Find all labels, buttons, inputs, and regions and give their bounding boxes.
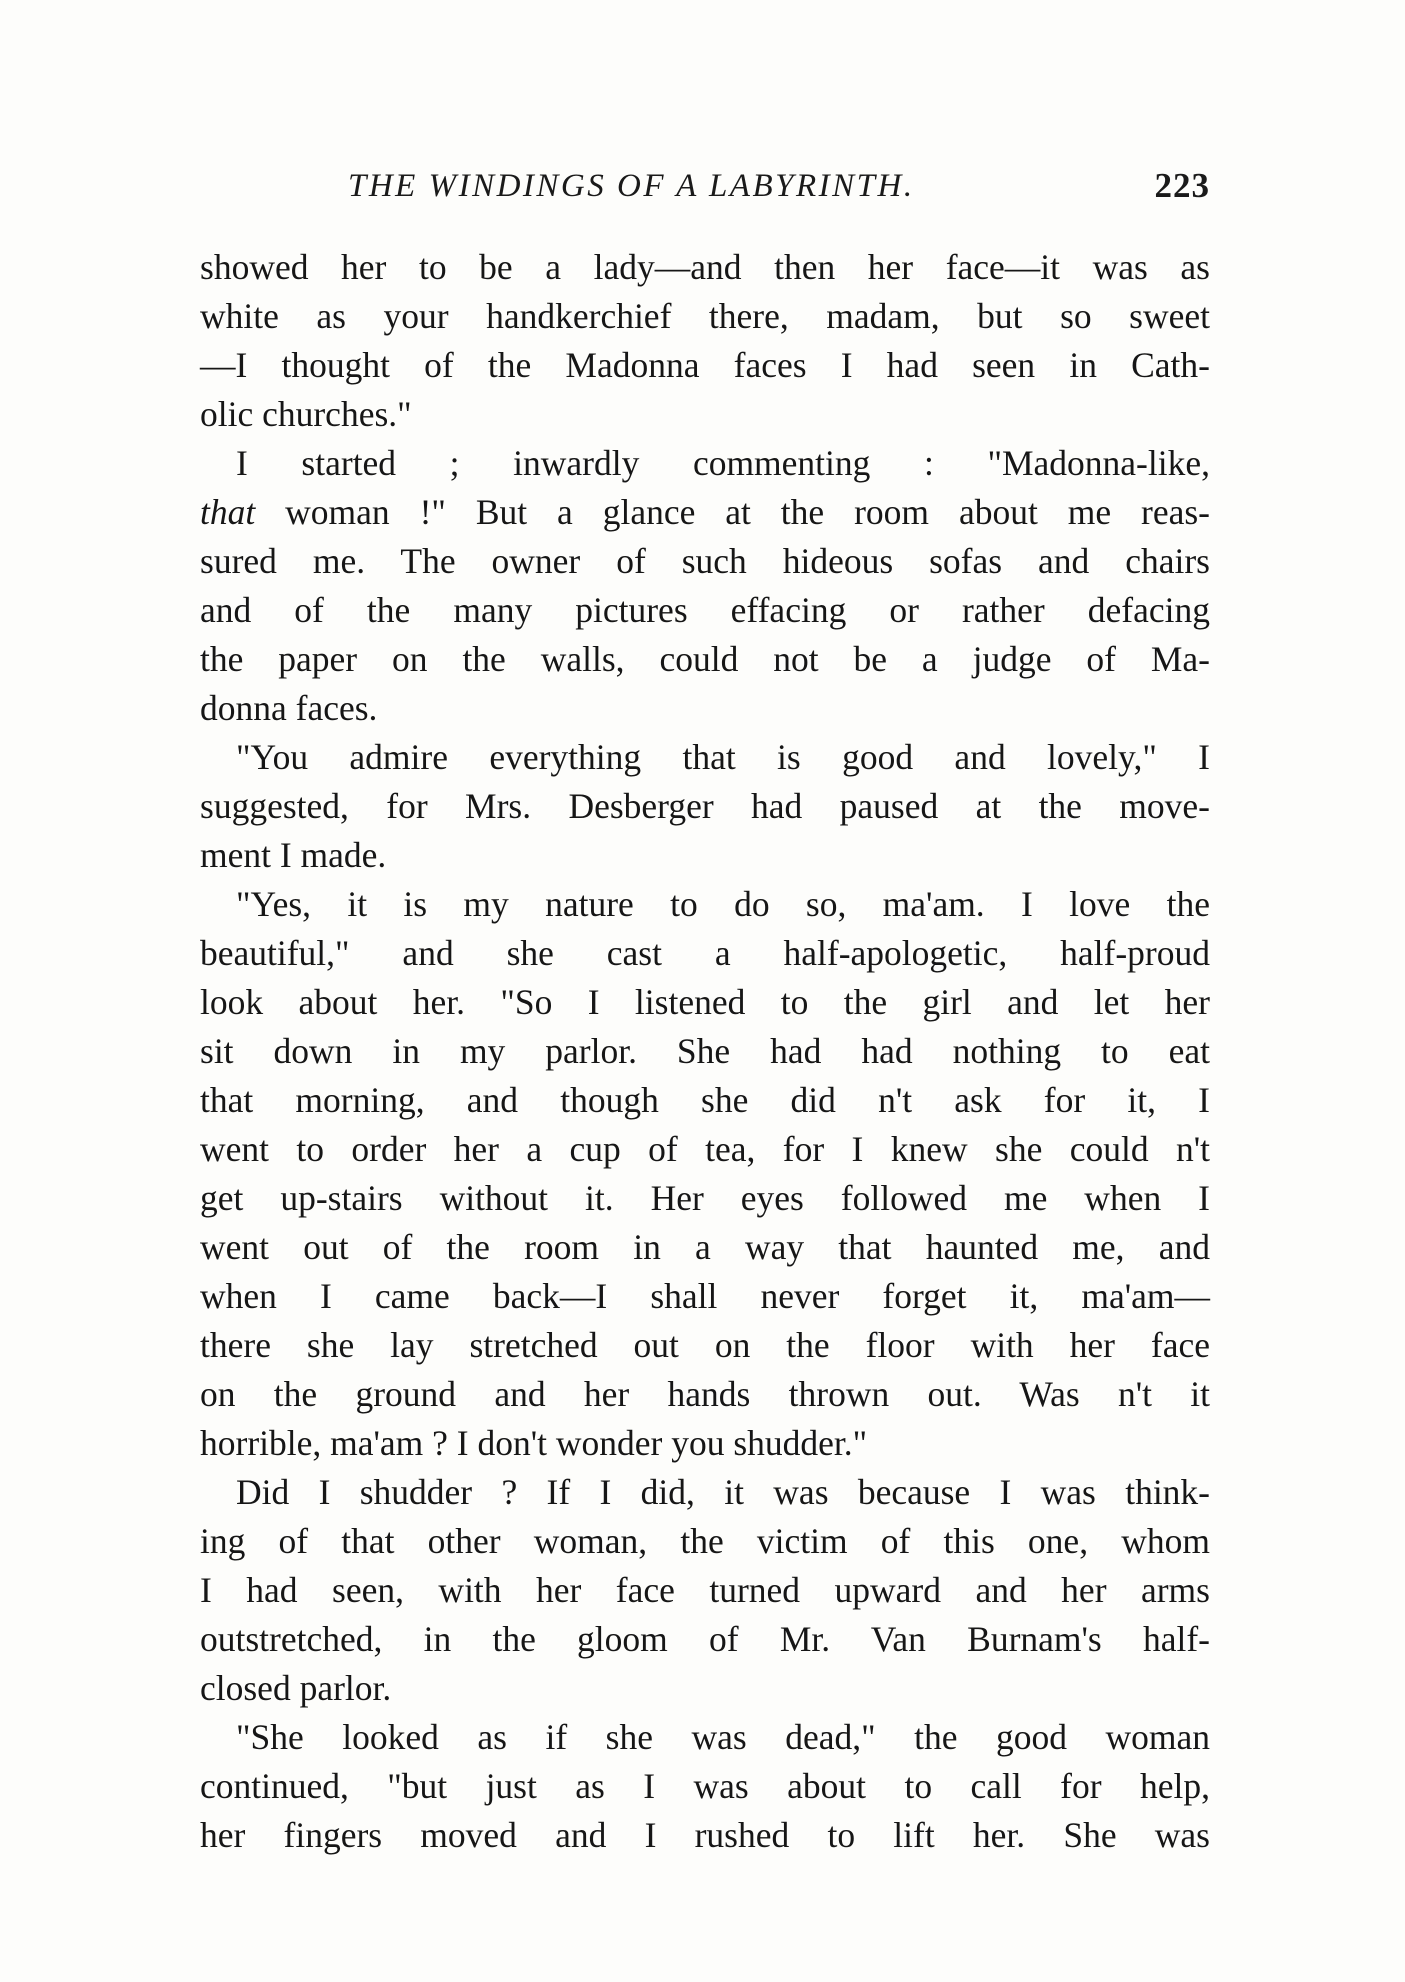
text-line: look about her. "So I listened to the girl and let her	[200, 982, 1210, 1022]
running-title: THE WINDINGS OF A LABYRINTH.	[348, 168, 915, 204]
text-line: there she lay stretched out on the floor with her face	[200, 1325, 1210, 1365]
text-line: showed her to be a lady—and then her face—it was as	[200, 247, 1210, 287]
text-fragment: woman !" But a glance at the room about me reas-	[255, 492, 1210, 532]
body-text	[200, 243, 1210, 1860]
text-line: the paper on the walls, could not be a judge of Ma-	[200, 639, 1210, 679]
text-line: horrible, ma'am ? I don't wonder you shudder."	[200, 1423, 868, 1463]
text-line: "You admire everything that is good and lovely," I	[236, 737, 1210, 777]
text-line: olic churches."	[200, 394, 412, 434]
text-line	[200, 488, 1210, 537]
text-line: went out of the room in a way that haunted me, and	[200, 1227, 1210, 1267]
paragraph	[200, 439, 1210, 733]
paragraph	[200, 1468, 1210, 1713]
paragraph	[200, 880, 1210, 1468]
text-line: ment I made.	[200, 835, 387, 875]
text-line: suggested, for Mrs. Desberger had paused at the move-	[200, 786, 1210, 826]
text-line: sured me. The owner of such hideous sofas and chairs	[200, 541, 1210, 581]
text-line: Did I shudder ? If I did, it was because I was think-	[236, 1472, 1210, 1512]
paragraph	[200, 1713, 1210, 1860]
text-line: donna faces.	[200, 688, 378, 728]
paragraph	[200, 733, 1210, 880]
text-line: "She looked as if she was dead," the good woman	[236, 1717, 1210, 1757]
text-line: white as your handkerchief there, madam, but so sweet	[200, 296, 1210, 336]
text-line: outstretched, in the gloom of Mr. Van Burnam's half-	[200, 1619, 1210, 1659]
text-line: beautiful," and she cast a half-apologetic, half-proud	[200, 933, 1210, 973]
text-line: on the ground and her hands thrown out. Was n't it	[200, 1374, 1210, 1414]
paragraph	[200, 243, 1210, 439]
text-line: and of the many pictures effacing or rather defacing	[200, 590, 1210, 630]
text-line: I started ; inwardly commenting : "Madonna-like,	[236, 443, 1210, 483]
page-number: 223	[1154, 166, 1210, 205]
emphasized-word: that	[200, 492, 256, 532]
text-line: that morning, and though she did n't ask for it, I	[200, 1080, 1210, 1120]
running-head	[200, 168, 1210, 218]
text-line: —I thought of the Madonna faces I had seen in Cath-	[200, 345, 1210, 385]
text-line: when I came back—I shall never forget it, ma'am—	[200, 1276, 1210, 1316]
text-line: closed parlor.	[200, 1668, 392, 1708]
text-line: her fingers moved and I rushed to lift her. She was	[200, 1815, 1210, 1855]
text-line: get up-stairs without it. Her eyes followed me when I	[200, 1178, 1210, 1218]
text-line: ing of that other woman, the victim of this one, whom	[200, 1521, 1210, 1561]
text-line: continued, "but just as I was about to call for help,	[200, 1766, 1210, 1806]
text-line: went to order her a cup of tea, for I knew she could n't	[200, 1129, 1210, 1169]
text-line: sit down in my parlor. She had had nothing to eat	[200, 1031, 1210, 1071]
text-line: "Yes, it is my nature to do so, ma'am. I love the	[236, 884, 1210, 924]
text-line: I had seen, with her face turned upward and her arms	[200, 1570, 1210, 1610]
